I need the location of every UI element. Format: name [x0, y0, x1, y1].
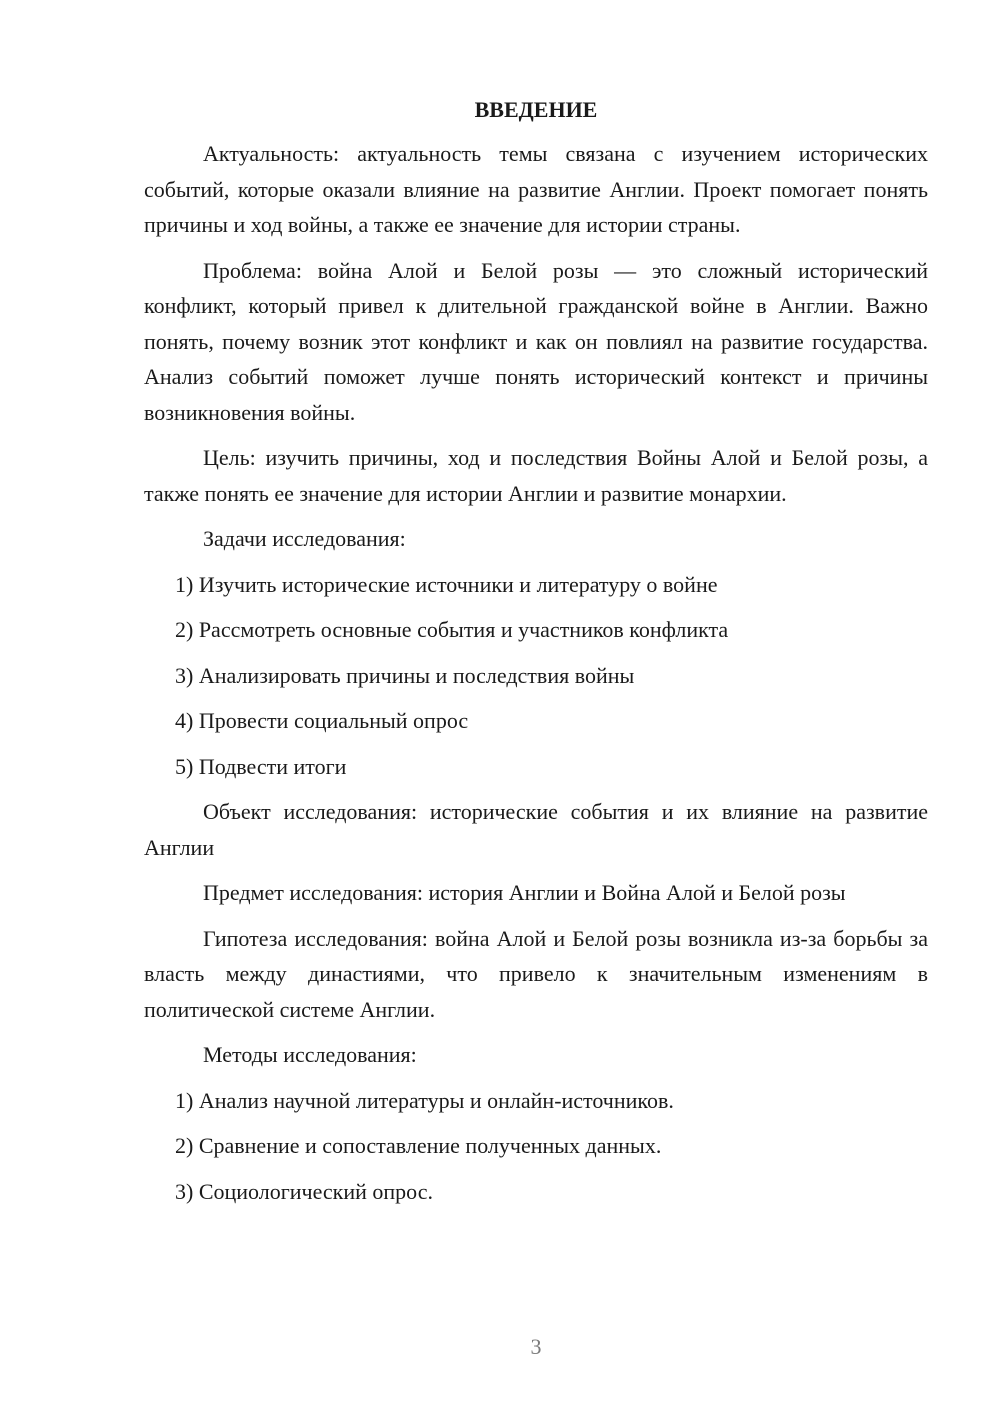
goal-paragraph: Цель: изучить причины, ход и последствия Войны Алой и Белой розы, а также понять ее значение для истории Англии и развитие монархии. [144, 445, 928, 506]
object-paragraph: Объект исследования: исторические события и их влияние на развитие Англии [144, 799, 928, 860]
list-item: 1) Изучить исторические источники и литературу о войне [175, 571, 718, 597]
list-item: 1) Анализ научной литературы и онлайн-источников. [175, 1087, 674, 1113]
subject-paragraph: Предмет исследования: история Англии и Война Алой и Белой розы [203, 880, 846, 905]
relevance-paragraph: Актуальность: актуальность темы связана с изучением исторических событий, которые оказали влияние на развитие Англии. Проект помогает понять причины и ход войны, а также ее значение для истории страны. [144, 141, 928, 237]
list-item: 5) Подвести итоги [175, 753, 347, 779]
document-body [144, 94, 928, 1219]
list-item: 3) Анализировать причины и последствия войны [175, 662, 635, 688]
methods-list [144, 1083, 928, 1210]
methods-title: Методы исследования: [203, 1042, 417, 1067]
problem-paragraph: Проблема: война Алой и Белой розы — это сложный исторический конфликт, который привел к длительной гражданской войне в Англии. Важно понять, почему возник этот конфликт и как он повлиял на развитие государства. Анализ событий поможет лучше понять исторический контекст и причины возникновения войны. [144, 257, 928, 425]
tasks-list [144, 567, 928, 785]
hypothesis-paragraph: Гипотеза исследования: война Алой и Белой розы возникла из-за борьбы за власть между династиями, что привело к значительным изменениям в политической системе Англии. [144, 925, 928, 1022]
list-item: 4) Провести социальный опрос [175, 708, 469, 733]
section-heading: ВВЕДЕНИЕ [474, 97, 598, 122]
list-item: 3) Социологический опрос. [175, 1178, 433, 1204]
list-item: 2) Рассмотреть основные события и участников конфликта [175, 617, 729, 642]
page-number: 3 [530, 1334, 542, 1359]
list-item: 2) Сравнение и сопоставление полученных данных. [175, 1133, 662, 1158]
tasks-title: Задачи исследования: [203, 526, 406, 551]
